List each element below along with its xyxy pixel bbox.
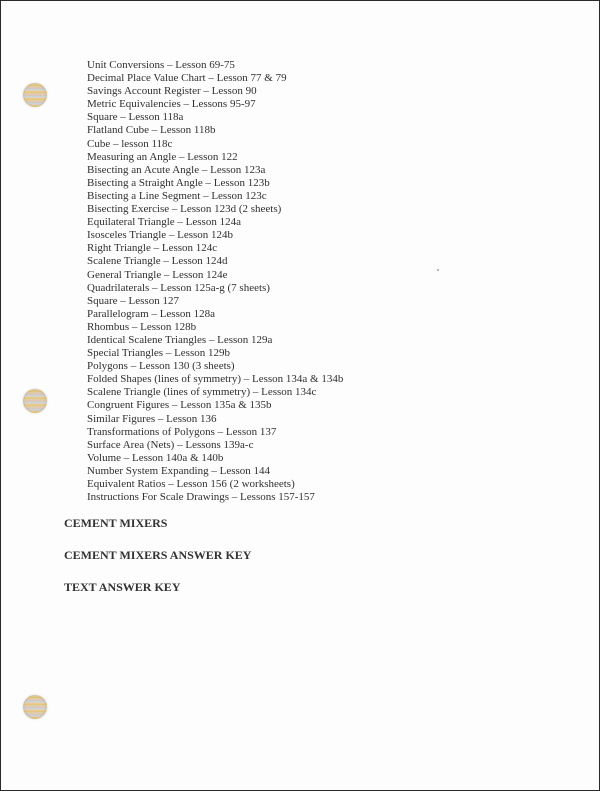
list-item: Bisecting an Acute Angle – Lesson 123a <box>87 163 266 176</box>
list-item: Surface Area (Nets) – Lessons 139a-c <box>87 438 254 451</box>
list-item: Metric Equivalencies – Lessons 95-97 <box>87 98 256 111</box>
list-item: Savings Account Register – Lesson 90 <box>87 85 257 98</box>
list-item: Unit Conversions – Lesson 69-75 <box>87 59 235 71</box>
list-item: Square – Lesson 127 <box>87 294 179 307</box>
list-item: Polygons – Lesson 130 (3 sheets) <box>87 360 235 373</box>
list-item: Bisecting a Line Segment – Lesson 123c <box>87 189 267 202</box>
list-item: Instructions For Scale Drawings – Lessons 157-157 <box>87 491 315 504</box>
list-item: Parallelogram – Lesson 128a <box>87 307 215 320</box>
list-item: Volume – Lesson 140a & 140b <box>87 451 224 464</box>
binder-hole-bottom <box>23 695 47 719</box>
list-item: Isosceles Triangle – Lesson 124b <box>87 229 234 242</box>
list-item: Rhombus – Lesson 128b <box>87 320 197 333</box>
heading-text-answer-key: TEXT ANSWER KEY <box>64 580 181 594</box>
list-item: Cube – lesson 118c <box>87 137 173 150</box>
heading-cement-mixers-answer-key: CEMENT MIXERS ANSWER KEY <box>64 548 252 562</box>
list-item: Bisecting a Straight Angle – Lesson 123b <box>87 176 270 189</box>
list-item: Scalene Triangle (lines of symmetry) – Lesson 134c <box>87 386 317 399</box>
list-item: Special Triangles – Lesson 129b <box>87 347 230 360</box>
list-item: Identical Scalene Triangles – Lesson 129a <box>87 333 273 346</box>
list-item: Bisecting Exercise – Lesson 123d (2 sheets) <box>87 203 282 216</box>
list-item: Folded Shapes (lines of symmetry) – Lesson 134a & 134b <box>87 373 344 386</box>
list-item: Measuring an Angle – Lesson 122 <box>87 150 238 163</box>
list-item: Congruent Figures – Lesson 135a & 135b <box>87 399 272 412</box>
lesson-list <box>87 59 343 504</box>
list-item: Equilateral Triangle – Lesson 124a <box>87 216 241 229</box>
list-item: Square – Lesson 118a <box>87 111 184 124</box>
list-item: Number System Expanding – Lesson 144 <box>87 464 271 477</box>
list-item: General Triangle – Lesson 124e <box>87 268 228 281</box>
list-item: Equivalent Ratios – Lesson 156 (2 worksheets) <box>87 478 295 490</box>
paper-speck <box>437 269 439 271</box>
list-item: Transformations of Polygons – Lesson 137 <box>87 425 277 438</box>
binder-hole-top <box>23 83 47 107</box>
list-item: Right Triangle – Lesson 124c <box>87 242 218 255</box>
list-item: Flatland Cube – Lesson 118b <box>87 124 216 137</box>
list-item: Quadrilaterals – Lesson 125a-g (7 sheets) <box>87 281 270 294</box>
binder-hole-middle <box>23 389 47 413</box>
list-item: Decimal Place Value Chart – Lesson 77 & 79 <box>87 72 287 85</box>
heading-cement-mixers: CEMENT MIXERS <box>64 516 168 530</box>
list-item: Similar Figures – Lesson 136 <box>87 412 217 425</box>
list-item: Scalene Triangle – Lesson 124d <box>87 255 228 268</box>
